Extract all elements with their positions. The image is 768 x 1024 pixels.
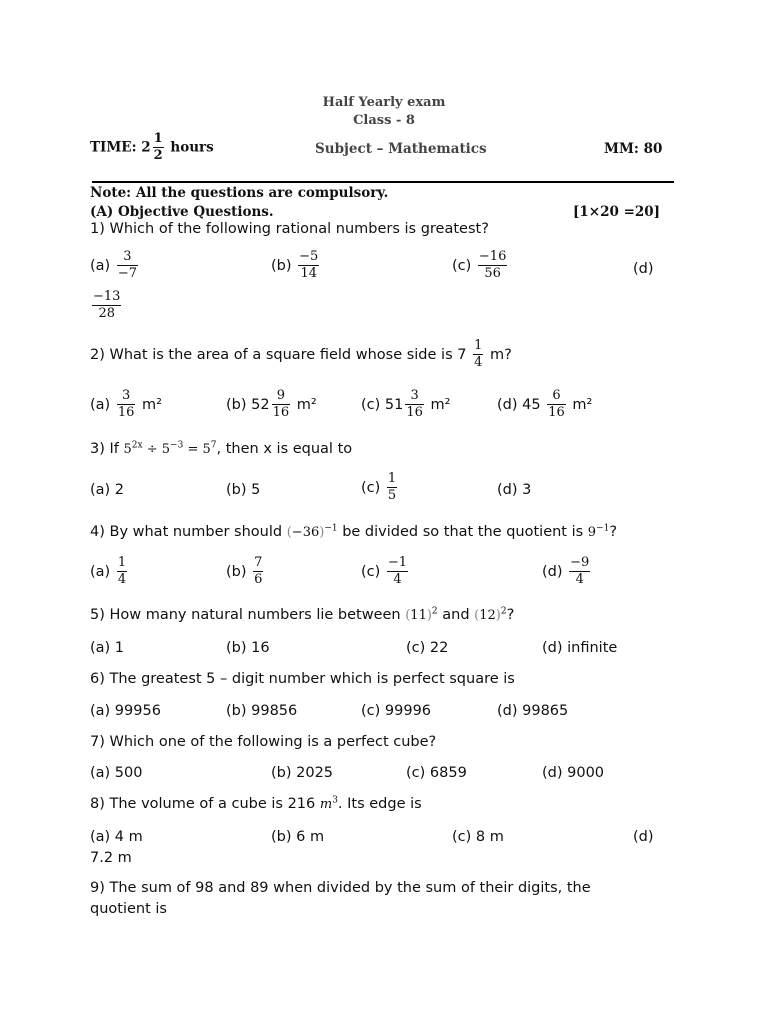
q3-op-2: = [187,442,199,457]
q5-term-2: $(12)^2$ [474,606,507,623]
q3-text: 3) If [90,441,119,457]
q4-d-den: 4 [575,571,584,587]
q4-option-b [226,556,265,588]
q1-option-d [90,290,123,322]
q2-option-d-label: (d) 45 [497,397,541,414]
question-1: 1) Which of the following rational numbers is greatest? [90,221,489,237]
question-8 [90,796,422,812]
q3-option-c-fraction [387,471,397,503]
section-marks: [1×20 =20] [573,204,661,220]
q3-exp-1: 2x [131,440,143,451]
q4-q-base: 9 [587,525,597,540]
q4-a-num: 1 [117,555,127,570]
q2-option-d [497,389,592,421]
q3-exp-3: 7 [210,440,217,451]
q4-option-c [361,556,410,588]
q4-option-a [90,556,129,588]
question-2 [90,339,512,371]
q5-option-a: (a) 1 [90,640,125,656]
question-4 [90,524,617,540]
question-5 [90,607,514,623]
q7-option-b: (b) 2025 [271,765,334,781]
q8-option-d-label: (d) [633,829,654,845]
q1-option-c-fraction [478,249,507,281]
q6-option-a: (a) 99956 [90,703,161,719]
q2-side-den: 4 [474,354,483,370]
q2-option-b-label: (b) 52 [226,397,270,414]
q1-option-d-fraction [92,289,121,321]
q4-a-den: 4 [117,571,127,587]
q5-and: and [442,607,470,623]
q8-unit-exp: 3 [332,795,338,806]
q5-text: 5) How many natural numbers lie between [90,607,401,623]
question-9-line-2: quotient is [90,901,167,917]
question-3 [90,441,352,457]
q2-option-a [90,389,162,421]
q4-b-den: 6 [254,571,263,587]
q4-expr-base: −36 [291,525,320,540]
exam-title: Half Yearly exam [322,95,446,110]
q6-option-b: (b) 99856 [226,703,298,719]
q2-option-b-fraction [272,388,291,420]
q6-option-c: (c) 99996 [361,703,432,719]
q1-c-den: 56 [484,265,501,281]
q2-c-den: 16 [406,404,423,420]
q2-option-c [361,389,450,421]
q4-option-d-label: (d) [542,564,563,581]
q1-option-a-fraction [117,249,138,281]
q1-a-num: 3 [117,249,138,266]
q3-c-den: 5 [387,487,397,503]
q4-option-d [542,556,592,588]
question-7: 7) Which one of the following is a perfect cube? [90,734,437,750]
q5-n2: 12 [479,608,496,623]
question-6: 6) The greatest 5 – digit number which is perfect square is [90,671,515,687]
q5-n1: 11 [410,608,427,623]
q8-unit [320,797,338,812]
q4-option-a-label: (a) [90,564,111,581]
q8-option-d-value: 7.2 m [90,850,132,866]
q4-text-mid: be divided so that the quotient is [342,524,584,540]
q2-option-a-fraction [117,388,136,420]
q1-option-d-label: (d) [633,261,654,277]
q1-option-a [90,250,140,282]
time-label [90,132,214,164]
max-marks: MM: 80 [604,141,663,157]
q4-q-exp: −1 [596,523,610,534]
q1-d-den: 28 [98,305,115,321]
q2-a-num: 3 [117,388,136,405]
q2-b-num: 9 [272,388,291,405]
q5-term-1: $(11)^2$ [405,606,438,623]
q2-c-num: 3 [405,388,424,405]
q2-side-fraction [473,338,483,370]
q5-option-d: (d) infinite [542,640,618,656]
q1-b-num: −5 [299,249,319,264]
q2-option-a-label: (a) [90,397,111,414]
q8-unit-m: m [319,797,333,812]
time-frac-den: 2 [153,147,163,163]
q7-option-d: (d) 9000 [542,765,605,781]
q4-c-num: −1 [387,555,408,570]
q2-b-unit: m² [296,397,317,414]
q4-option-d-fraction [569,555,590,587]
q4-text: 4) By what number should [90,524,283,540]
q1-d-num: −13 [93,289,121,304]
q1-option-c-label: (c) [452,258,472,275]
q4-option-c-label: (c) [361,564,381,581]
q5-option-c: (c) 22 [406,640,449,656]
time-frac-num: 1 [153,131,163,146]
q2-d-unit: m² [572,397,593,414]
q4-text-end: ? [609,524,618,540]
q4-b-num: 7 [254,555,263,570]
instructions-note: Note: All the questions are compulsory. [90,185,389,201]
q1-option-a-label: (a) [90,258,111,275]
q3-option-b: (b) 5 [226,482,261,498]
q2-option-d-fraction [547,388,566,420]
q4-d-num: −9 [570,555,590,570]
q2-side-num: 1 [474,338,483,353]
q3-c-num: 1 [387,471,397,486]
question-9-line-1: 9) The sum of 98 and 89 when divided by the sum of their digits, the [90,880,591,896]
q8-text: 8) The volume of a cube is 216 [90,796,316,812]
q2-text-end: m? [489,347,512,364]
q3-base-3: 5 [202,442,211,457]
q8-text-end: . Its edge is [337,796,422,812]
subject-label: Subject – Mathematics [315,141,487,157]
q2-option-b [226,389,317,421]
q3-base-2: 5 [161,442,171,457]
q3-exp-2: −3 [170,440,184,451]
time-unit: hours [170,139,214,156]
section-title: (A) Objective Questions. [90,204,274,220]
q6-option-d: (d) 99865 [497,703,569,719]
q8-option-a: (a) 4 m [90,829,143,845]
q4-option-a-fraction [117,555,127,587]
q2-a-den: 16 [117,404,135,420]
q2-d-num: 6 [547,388,566,405]
q2-text: 2) What is the area of a square field whose side is 7 [90,347,467,364]
q3-text-end: , then x is equal to [216,441,353,457]
q1-a-den: −7 [117,265,137,281]
q4-expr-exp: −1 [324,523,338,534]
header-divider [92,181,674,183]
q7-option-a: (a) 500 [90,765,143,781]
q2-option-c-fraction [405,388,424,420]
q1-b-den: 14 [300,265,317,281]
q2-option-c-label: (c) 51 [361,397,404,414]
q3-option-d: (d) 3 [497,482,532,498]
q4-option-b-fraction [253,555,263,587]
q3-equation [123,442,216,457]
q1-c-num: −16 [478,249,507,264]
q1-option-c [452,250,509,282]
q3-base-1: 5 [123,442,132,457]
time-text: TIME: 2 [90,139,151,156]
q4-option-c-fraction [387,555,408,587]
q5-option-b: (b) 16 [226,640,270,656]
q4-c-den: 4 [393,571,402,587]
q2-b-den: 16 [272,404,290,420]
q4-quotient [588,525,610,540]
q3-option-c [361,472,399,504]
q1-option-b [271,250,321,282]
q4-expression: $(-36)^{-1}$ [286,523,338,540]
class-label: Class - 8 [353,113,415,128]
q5-e2: 2 [500,606,507,617]
q8-option-c: (c) 8 m [452,829,504,845]
q2-c-unit: m² [430,397,451,414]
q1-option-b-fraction [298,249,319,281]
q3-op-1: ÷ [146,442,158,457]
q5-e1: 2 [431,606,438,617]
q3-option-c-label: (c) [361,480,381,497]
time-fraction [153,131,164,163]
q3-option-a: (a) 2 [90,482,125,498]
q8-option-b: (b) 6 m [271,829,325,845]
q7-option-c: (c) 6859 [406,765,467,781]
q1-option-b-label: (b) [271,258,292,275]
q4-option-b-label: (b) [226,564,247,581]
q2-a-unit: m² [141,397,162,414]
q5-text-end: ? [506,607,515,623]
q2-d-den: 16 [548,404,565,420]
